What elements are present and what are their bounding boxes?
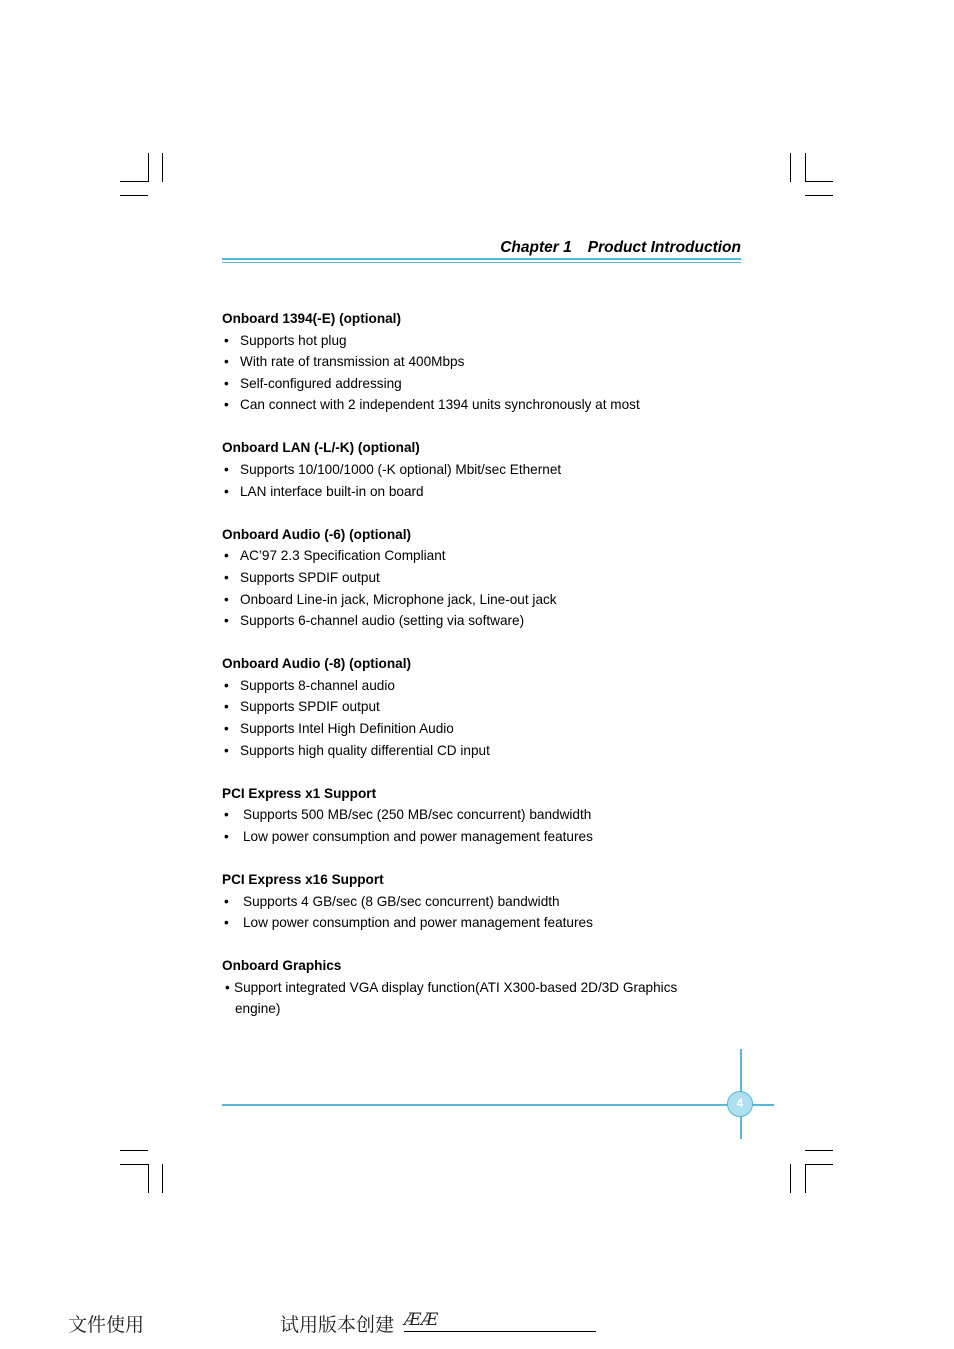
crop-mark-bottom-right-v2 <box>805 1164 806 1193</box>
list-item <box>222 481 762 503</box>
section-title: Onboard LAN (-L/-K) (optional) <box>222 440 420 456</box>
section-title: Onboard Graphics <box>222 958 342 974</box>
list-item <box>222 675 762 697</box>
crop-mark-bottom-left-v2 <box>162 1164 163 1193</box>
crop-mark-bottom-left-h2 <box>120 1164 148 1165</box>
crop-mark-top-right-v2 <box>805 153 806 182</box>
list-item-text: Supports high quality differential CD input <box>240 742 490 758</box>
bullet: • <box>224 375 229 391</box>
bullet: • <box>224 742 229 758</box>
bullet: • <box>224 915 229 931</box>
list-item-text: Supports hot plug <box>240 332 347 348</box>
crop-mark-top-left-v <box>148 153 149 182</box>
list-item-text: Self-configured addressing <box>240 375 402 391</box>
bullet: • <box>224 613 229 629</box>
list-item <box>222 891 762 913</box>
list-item <box>222 804 762 826</box>
crop-mark-top-left-h <box>120 181 148 182</box>
list-item <box>222 394 762 416</box>
list-item-text-line1: Support integrated VGA display function(ATI X300-based 2D/3D Graphics <box>234 979 678 995</box>
section-onboard-audio-8 <box>222 653 762 761</box>
list-item-text: Supports 6-channel audio (setting via software) <box>240 613 525 629</box>
crop-mark-bottom-left-v <box>148 1164 149 1193</box>
bullet: • <box>224 591 229 607</box>
bullet: • <box>224 483 229 499</box>
list-item <box>222 545 762 567</box>
crop-mark-top-left-h2 <box>120 195 148 196</box>
header-rule <box>222 258 741 260</box>
crop-mark-top-right-v <box>790 153 791 182</box>
section-title: PCI Express x1 Support <box>222 785 377 801</box>
crop-mark-top-right-h2 <box>805 195 833 196</box>
bullet: • <box>224 354 229 370</box>
list-item <box>222 977 762 1020</box>
watermark-underline <box>404 1331 596 1332</box>
section-title: Onboard 1394(-E) (optional) <box>222 311 401 326</box>
list-item-text: Low power consumption and power management features <box>243 828 593 844</box>
crop-mark-top-left-v2 <box>162 153 163 182</box>
list-item <box>222 351 762 373</box>
running-header <box>222 239 741 257</box>
section-onboard-1394 <box>222 308 762 416</box>
chapter-label: Chapter 1 <box>500 239 572 256</box>
list-item <box>222 589 762 611</box>
bullet: • <box>224 462 229 478</box>
watermark-left: 文件使用 <box>68 1314 145 1336</box>
list-item <box>222 740 762 762</box>
list-item <box>222 610 762 632</box>
chapter-title: Product Introduction <box>587 239 741 256</box>
list-item <box>222 826 762 848</box>
bullet: • <box>224 677 229 693</box>
list-item-text: LAN interface built-in on board <box>240 483 424 499</box>
list-item-text: Supports SPDIF output <box>240 699 380 715</box>
crop-mark-bottom-right-h2 <box>805 1164 833 1165</box>
bullet: • <box>224 397 229 413</box>
bullet: • <box>224 893 229 909</box>
list-item-text-line2: engine) <box>235 1001 281 1017</box>
list-item <box>222 718 762 740</box>
section-title: Onboard Audio (-6) (optional) <box>222 526 412 542</box>
list-item <box>222 330 762 352</box>
list-item <box>222 373 762 395</box>
list-item-text: AC’97 2.3 Specification Compliant <box>240 548 446 564</box>
section-pci-express-x16 <box>222 869 762 934</box>
list-item-text: Supports 4 GB/sec (8 GB/sec concurrent) bandwidth <box>243 893 560 909</box>
section-onboard-graphics <box>222 955 762 1020</box>
crop-mark-bottom-right-v <box>790 1164 791 1193</box>
crop-mark-bottom-left-h <box>120 1150 148 1151</box>
bullet: • <box>224 721 229 736</box>
list-item <box>222 696 762 718</box>
list-item-text: Supports 10/100/1000 (-K optional) Mbit/sec Ethernet <box>240 462 562 478</box>
bullet: • <box>224 807 229 823</box>
section-onboard-lan <box>222 437 762 502</box>
footer-rule <box>222 1104 774 1106</box>
list-item <box>222 912 762 934</box>
list-item-text: Supports Intel High Definition Audio <box>240 721 454 736</box>
list-item-text: Can connect with 2 independent 1394 units synchronously at most <box>240 397 640 413</box>
bullet: • <box>224 699 229 715</box>
section-title: Onboard Audio (-8) (optional) <box>222 656 412 672</box>
section-title: PCI Express x16 Support <box>222 871 384 887</box>
watermark-tag: ÆÆ <box>404 1310 439 1330</box>
list-item <box>222 567 762 589</box>
bullet: • <box>224 828 229 844</box>
list-item-text: Onboard Line-in jack, Microphone jack, Line-out jack <box>240 591 557 607</box>
section-onboard-audio-6 <box>222 524 762 632</box>
list-item-text <box>222 977 762 1020</box>
watermark-right: 试用版本创建 <box>280 1314 395 1336</box>
crop-mark-bottom-right-h <box>805 1150 833 1151</box>
header-rule-secondary <box>222 262 741 264</box>
page-number-badge: 4 <box>727 1091 753 1117</box>
list-item-text: Supports SPDIF output <box>240 569 380 585</box>
crop-mark-top-right-h <box>805 181 833 182</box>
spec-content <box>222 308 762 1042</box>
list-item <box>222 459 762 481</box>
bullet: • <box>224 332 229 348</box>
bullet: • <box>224 569 229 585</box>
list-item-text: Supports 500 MB/sec (250 MB/sec concurrent) bandwidth <box>243 807 592 823</box>
list-item-text: Low power consumption and power management features <box>243 915 593 931</box>
section-pci-express-x1 <box>222 783 762 848</box>
bullet: • <box>224 548 229 564</box>
bullet: • <box>225 979 230 995</box>
list-item-text: With rate of transmission at 400Mbps <box>240 354 465 370</box>
list-item-text: Supports 8-channel audio <box>240 677 395 693</box>
